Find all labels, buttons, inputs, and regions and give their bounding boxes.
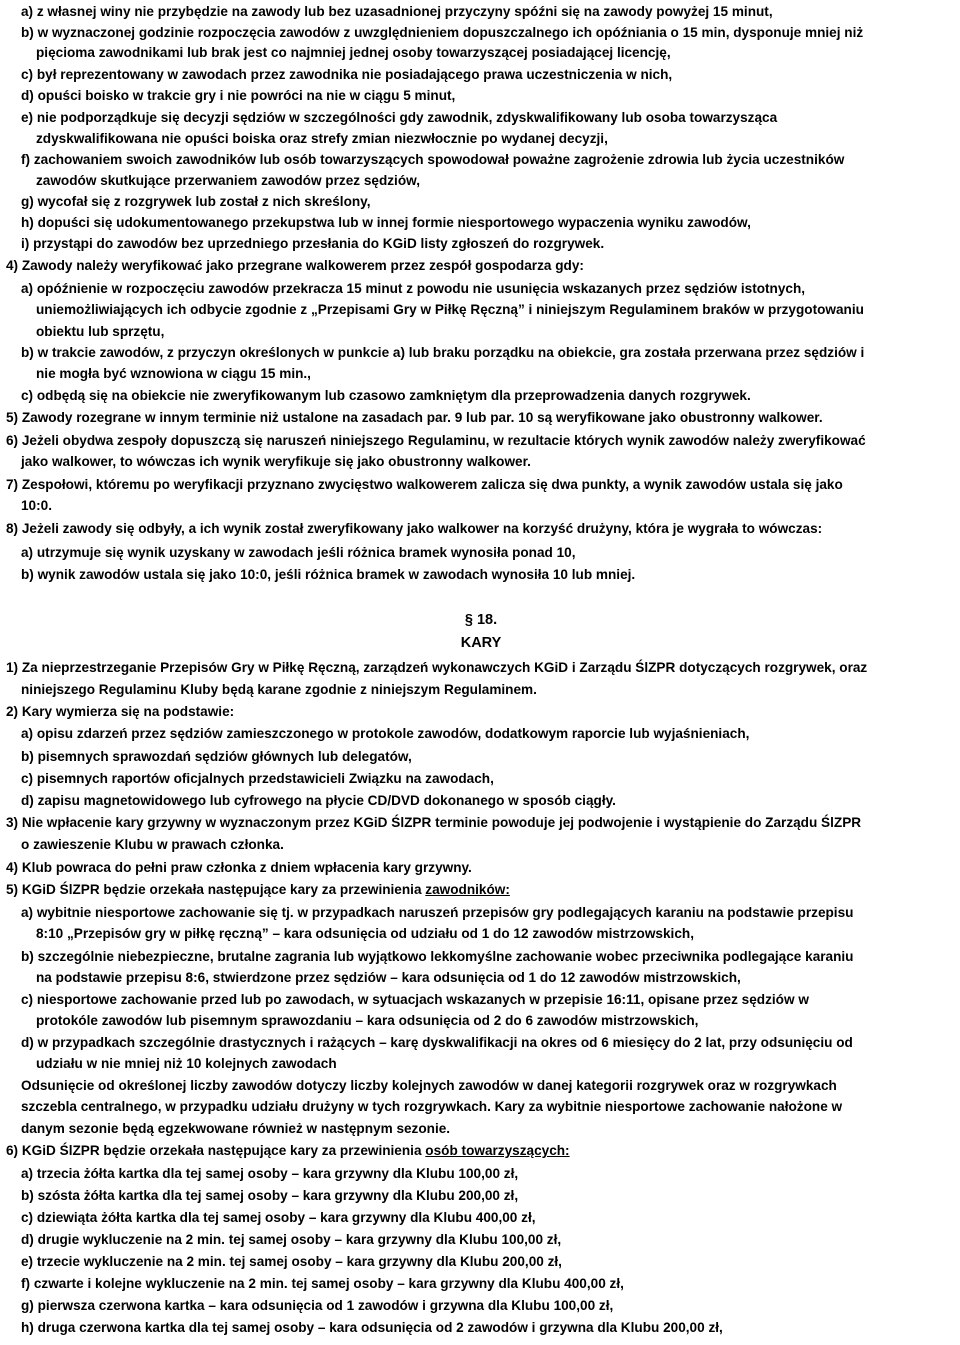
underlined-phrase: osób towarzyszących: <box>425 1143 570 1158</box>
text-line: niniejszego Regulaminu Kluby będą karane zgodnie z niniejszym Regulaminem. <box>21 682 537 697</box>
text-line: a) trzecia żółta kartka dla tej samej osoby – kara grzywny dla Klubu 100,00 zł, <box>21 1166 519 1181</box>
text-line: b) pisemnych sprawozdań sędziów głównych lub delegatów, <box>21 749 412 764</box>
text-line: c) odbędą się na obiekcie nie zweryfikowanym lub czasowo zamkniętym dla przeprowadzenia danych rozgrywek. <box>21 388 751 403</box>
text-line: c) niesportowe zachowanie przed lub po zawodach, w sytuacjach wskazanych w przepisie 16:11, opisane przez sędziów w <box>21 992 809 1007</box>
text-line <box>6 1141 570 1161</box>
text-line: 3) Nie wpłacenie kary grzywny w wyznaczonym przez KGiD ŚlZPR terminie powoduje jej podwojenie i wystąpienie do Zarządu ŚlZPR <box>6 815 862 830</box>
text-line: a) opisu zdarzeń przez sędziów zamieszczonego w protokole zawodów, dodatkowym raporcie lub wyjaśnieniach, <box>21 726 750 741</box>
text-line: o zawieszenie Klubu w prawach członka. <box>21 837 284 852</box>
text-line: g) pierwsza czerwona kartka – kara odsunięcia od 1 zawodów i grzywna dla Klubu 100,00 zł, <box>21 1298 614 1313</box>
text-line: obiektu lub sprzętu, <box>36 324 165 339</box>
text-line: e) nie podporządkuje się decyzji sędziów w szczególności gdy zawodnik, zdyskwalifikowany lub osoba towarzysząca <box>21 110 778 125</box>
text-line: na podstawie przepisu 8:6, stwierdzone przez sędziów – kara odsunięcia od 1 do 12 zawodów mistrzowskich, <box>36 970 741 985</box>
text-line: 2) Kary wymierza się na podstawie: <box>6 704 235 719</box>
text-line: zawodów skutkujące przerwaniem zawodów przez sędziów, <box>36 173 420 188</box>
text-line: Odsunięcie od określonej liczby zawodów dotyczy liczby kolejnych zawodów w danej kategorii rozgrywek oraz w rozgrywkach <box>21 1078 837 1093</box>
text-line-start: 6) KGiD ŚlZPR będzie orzekała następujące kary za przewinienia <box>6 1143 426 1158</box>
text-line: f) czwarte i kolejne wykluczenie na 2 min. tej samej osoby – kara grzywny dla Klubu 400,00 zł, <box>21 1276 624 1291</box>
text-line: a) utrzymuje się wynik uzyskany w zawodach jeśli różnica bramek wynosiła ponad 10, <box>21 545 576 560</box>
text-line: nie mogła być wznowiona w ciągu 15 min., <box>36 366 311 381</box>
text-line: d) drugie wykluczenie na 2 min. tej samej osoby – kara grzywny dla Klubu 100,00 zł, <box>21 1232 562 1247</box>
text-line: d) opuści boisko w trakcie gry i nie powróci na nie w ciągu 5 minut, <box>21 88 456 103</box>
text-line: 7) Zespołowi, któremu po weryfikacji przyznano zwycięstwo walkowerem zalicza się dwa punkty, a wynik zawodów ustala się jako <box>6 477 843 492</box>
text-line: b) szósta żółta kartka dla tej samej osoby – kara grzywny dla Klubu 200,00 zł, <box>21 1188 519 1203</box>
text-line: b) w trakcie zawodów, z przyczyn określonych w punkcie a) lub braku porządku na obiekcie, gra została przerwana przez sędziów i <box>21 345 865 360</box>
text-line: h) druga czerwona kartka dla tej samej osoby – kara odsunięcia od 2 zawodów i grzywna dla Klubu 200,00 zł, <box>21 1320 723 1335</box>
text-line: a) opóźnienie w rozpoczęciu zawodów przekracza 15 minut z powodu nie usunięcia wskazanych przez sędziów istotnych, <box>21 281 806 296</box>
text-line: g) wycofał się z rozgrywek lub został z nich skreślony, <box>21 194 371 209</box>
text-line: 4) Zawody należy weryfikować jako przegrane walkowerem przez zespół gospodarza gdy: <box>6 258 584 273</box>
text-line: uniemożliwiających ich odbycie zgodnie z „Przepisami Gry w Piłkę Ręczną” i niniejszym Regulaminem braków w przygotowaniu <box>36 302 864 317</box>
text-line: e) trzecie wykluczenie na 2 min. tej samej osoby – kara grzywny dla Klubu 200,00 zł, <box>21 1254 562 1269</box>
text-line: 4) Klub powraca do pełni praw członka z dniem wpłacenia kary grzywny. <box>6 860 472 875</box>
text-line: 5) Zawody rozegrane w innym terminie niż ustalone na zasadach par. 9 lub par. 10 są weryfikowane jako obustronny walkower. <box>6 410 823 425</box>
section-title: KARY <box>460 635 502 651</box>
text-line: 8:10 „Przepisów gry w piłkę ręczną” – kara odsunięcia od udziału od 1 do 12 zawodów mistrzowskich, <box>36 926 694 941</box>
text-line: i) przystąpi do zawodów bez uprzedniego przesłania do KGiD listy zgłoszeń do rozgrywek. <box>21 236 605 251</box>
text-line: f) zachowaniem swoich zawodników lub osób towarzyszących spowodował poważne zagrożenie zdrowia lub życia uczestników <box>21 152 845 167</box>
text-line-start: 5) KGiD ŚlZPR będzie orzekała następujące kary za przewinienia <box>6 882 426 897</box>
underlined-phrase: zawodników: <box>425 882 510 897</box>
text-line: b) wynik zawodów ustala się jako 10:0, jeśli różnica bramek w zawodach wynosiła 10 lub mniej. <box>21 567 636 582</box>
text-line: c) dziewiąta żółta kartka dla tej samej osoby – kara grzywny dla Klubu 400,00 zł, <box>21 1210 536 1225</box>
text-line: udziału w nie mniej niż 10 kolejnych zawodach <box>36 1056 337 1071</box>
text-line: danym sezonie będą egzekwowane również w następnym sezonie. <box>21 1121 451 1136</box>
text-line: h) dopuści się udokumentowanego przekupstwa lub w innej formie niesportowego wypaczenia wyniku zawodów, <box>21 215 751 230</box>
text-line: a) wybitnie niesportowe zachowanie się tj. w przypadkach naruszeń przepisów gry podlegających karaniu na podstawie przepisu <box>21 905 854 920</box>
text-line: pięcioma zawodnikami lub brak jest co najmniej jednej osoby towarzyszącej posiadającej licencję, <box>36 45 671 60</box>
text-line: 8) Jeżeli zawody się odbyły, a ich wynik został zweryfikowany jako walkower na korzyść drużyny, która je wygrała to wówczas: <box>6 521 823 536</box>
text-line: c) pisemnych raportów oficjalnych przedstawicieli Związku na zawodach, <box>21 771 494 786</box>
text-line: d) zapisu magnetowidowego lub cyfrowego na płycie CD/DVD dokonanego w sposób ciągły. <box>21 793 616 808</box>
text-line <box>6 880 510 900</box>
text-line: 10:0. <box>21 498 52 513</box>
section-number: § 18. <box>464 612 498 628</box>
text-line: a) z własnej winy nie przybędzie na zawody lub bez uzasadnionej przyczyny spóźni się na zawody powyżej 15 minut, <box>21 4 773 19</box>
text-line: d) w przypadkach szczególnie drastycznych i rażących – karę dyskwalifikacji na okres od 6 miesięcy do 2 lat, przy odsunięciu od <box>21 1035 853 1050</box>
text-line: zdyskwalifikowana nie opuści boiska oraz strefy zmian niezwłocznie po wydanej decyzji, <box>36 131 608 146</box>
text-line: szczebla centralnego, w przypadku udziału drużyny w tych rozgrywkach. Kary za wybitnie niesportowe zachowanie nałożone w <box>21 1099 843 1114</box>
text-line: b) w wyznaczonej godzinie rozpoczęcia zawodów z uwzględnieniem dopuszczalnego ich opóźniania o 15 min, dysponuje mniej niż <box>21 25 864 40</box>
text-line: 6) Jeżeli obydwa zespoły dopuszczą się naruszeń niniejszego Regulaminu, w rezultacie których wynik zawodów należy zweryfikować <box>6 433 866 448</box>
text-line: protokóle zawodów lub pisemnym sprawozdaniu – kara odsunięcia od 2 do 6 zawodów mistrzowskich, <box>36 1013 699 1028</box>
text-line: c) był reprezentowany w zawodach przez zawodnika nie posiadającego prawa uczestniczenia w nich, <box>21 67 673 82</box>
text-line: 1) Za nieprzestrzeganie Przepisów Gry w Piłkę Ręczną, zarządzeń wykonawczych KGiD i Zarządu ŚlZPR dotyczących rozgrywek, oraz <box>6 660 868 675</box>
text-line: b) szczególnie niebezpieczne, brutalne zagrania lub wyjątkowo lekkomyślne zachowanie wobec przeciwnika podlegające karaniu <box>21 949 854 964</box>
text-line: jako walkower, to wówczas ich wynik weryfikuje się jako obustronny walkower. <box>21 454 531 469</box>
